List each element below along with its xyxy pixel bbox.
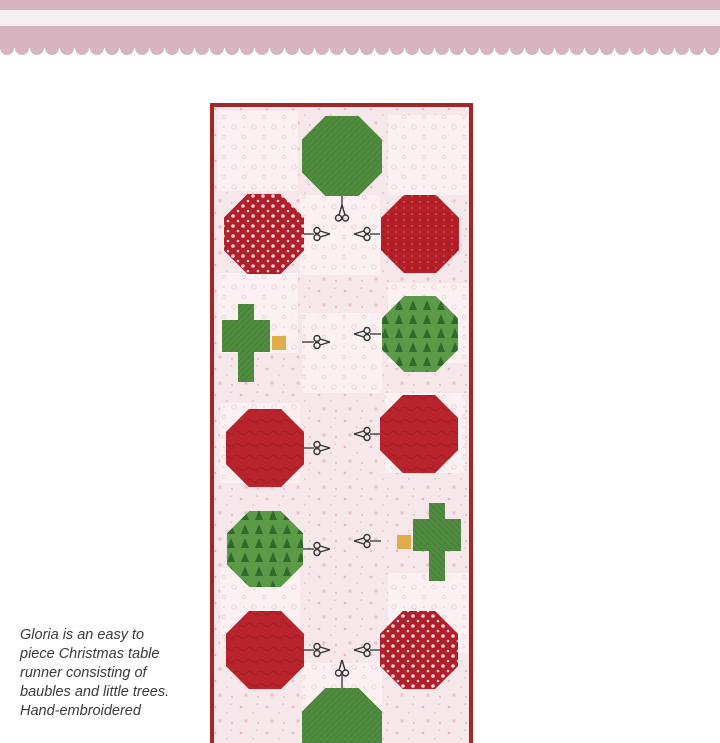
scallop — [90, 44, 104, 55]
quilt-image — [210, 103, 473, 743]
scallop — [495, 44, 509, 55]
description-line: baubles and little trees. — [20, 684, 170, 700]
scallop-border — [0, 44, 720, 58]
scallop — [0, 44, 14, 55]
scallop — [75, 44, 89, 55]
scallop — [525, 44, 539, 55]
scallop — [15, 44, 29, 55]
scallop — [150, 44, 164, 55]
scallop — [675, 44, 689, 55]
description-line: piece Christmas table — [20, 646, 160, 662]
patchwork-square — [302, 313, 382, 393]
header-decoration — [0, 0, 720, 70]
description-line: runner consisting of — [20, 665, 147, 681]
scallop — [345, 44, 359, 55]
scallop — [480, 44, 494, 55]
scallop — [270, 44, 284, 55]
scallop — [105, 44, 119, 55]
scallop — [540, 44, 554, 55]
scallop — [390, 44, 404, 55]
scallop — [300, 44, 314, 55]
scallop — [465, 44, 479, 55]
description-line: Gloria is an easy to — [20, 627, 145, 643]
scallop — [330, 44, 344, 55]
scallop — [225, 44, 239, 55]
scallop — [615, 44, 629, 55]
header-stripe-light — [0, 10, 720, 26]
green-bauble-trees — [227, 511, 303, 587]
scallop — [45, 44, 59, 55]
scallop — [405, 44, 419, 55]
scallop — [120, 44, 134, 55]
red-bauble-dotted — [380, 611, 458, 689]
patchwork-square — [218, 111, 298, 191]
green-bauble — [302, 116, 382, 196]
scallop — [240, 44, 254, 55]
red-bauble-striped — [381, 195, 459, 273]
scallop — [60, 44, 74, 55]
scallop — [180, 44, 194, 55]
patchwork-square — [388, 115, 468, 195]
scallop — [255, 44, 269, 55]
scallop — [210, 44, 224, 55]
scallop — [600, 44, 614, 55]
scallop — [435, 44, 449, 55]
scallop — [645, 44, 659, 55]
scallop — [375, 44, 389, 55]
scallop — [360, 44, 374, 55]
red-bauble — [380, 395, 458, 473]
scallop — [30, 44, 44, 55]
scallop — [315, 44, 329, 55]
scallop — [420, 44, 434, 55]
red-bauble — [226, 611, 304, 689]
ornament-cap — [397, 535, 411, 549]
scallop — [705, 44, 719, 55]
scallop — [660, 44, 674, 55]
green-bauble-trees — [382, 296, 458, 372]
red-bauble — [226, 409, 304, 487]
scallop — [570, 44, 584, 55]
scallop — [195, 44, 209, 55]
scallop — [630, 44, 644, 55]
red-bauble-dotted — [224, 194, 304, 274]
header-stripe-top — [0, 0, 720, 10]
ornament-cap — [272, 336, 286, 350]
quilt-table-runner — [210, 103, 473, 743]
scallop — [585, 44, 599, 55]
scallop — [510, 44, 524, 55]
scallop — [285, 44, 299, 55]
scallop — [135, 44, 149, 55]
description-line: Hand-embroidered — [20, 703, 141, 719]
scallop — [555, 44, 569, 55]
scallop — [450, 44, 464, 55]
scallop — [165, 44, 179, 55]
pattern-description — [20, 626, 210, 721]
scallop — [690, 44, 704, 55]
